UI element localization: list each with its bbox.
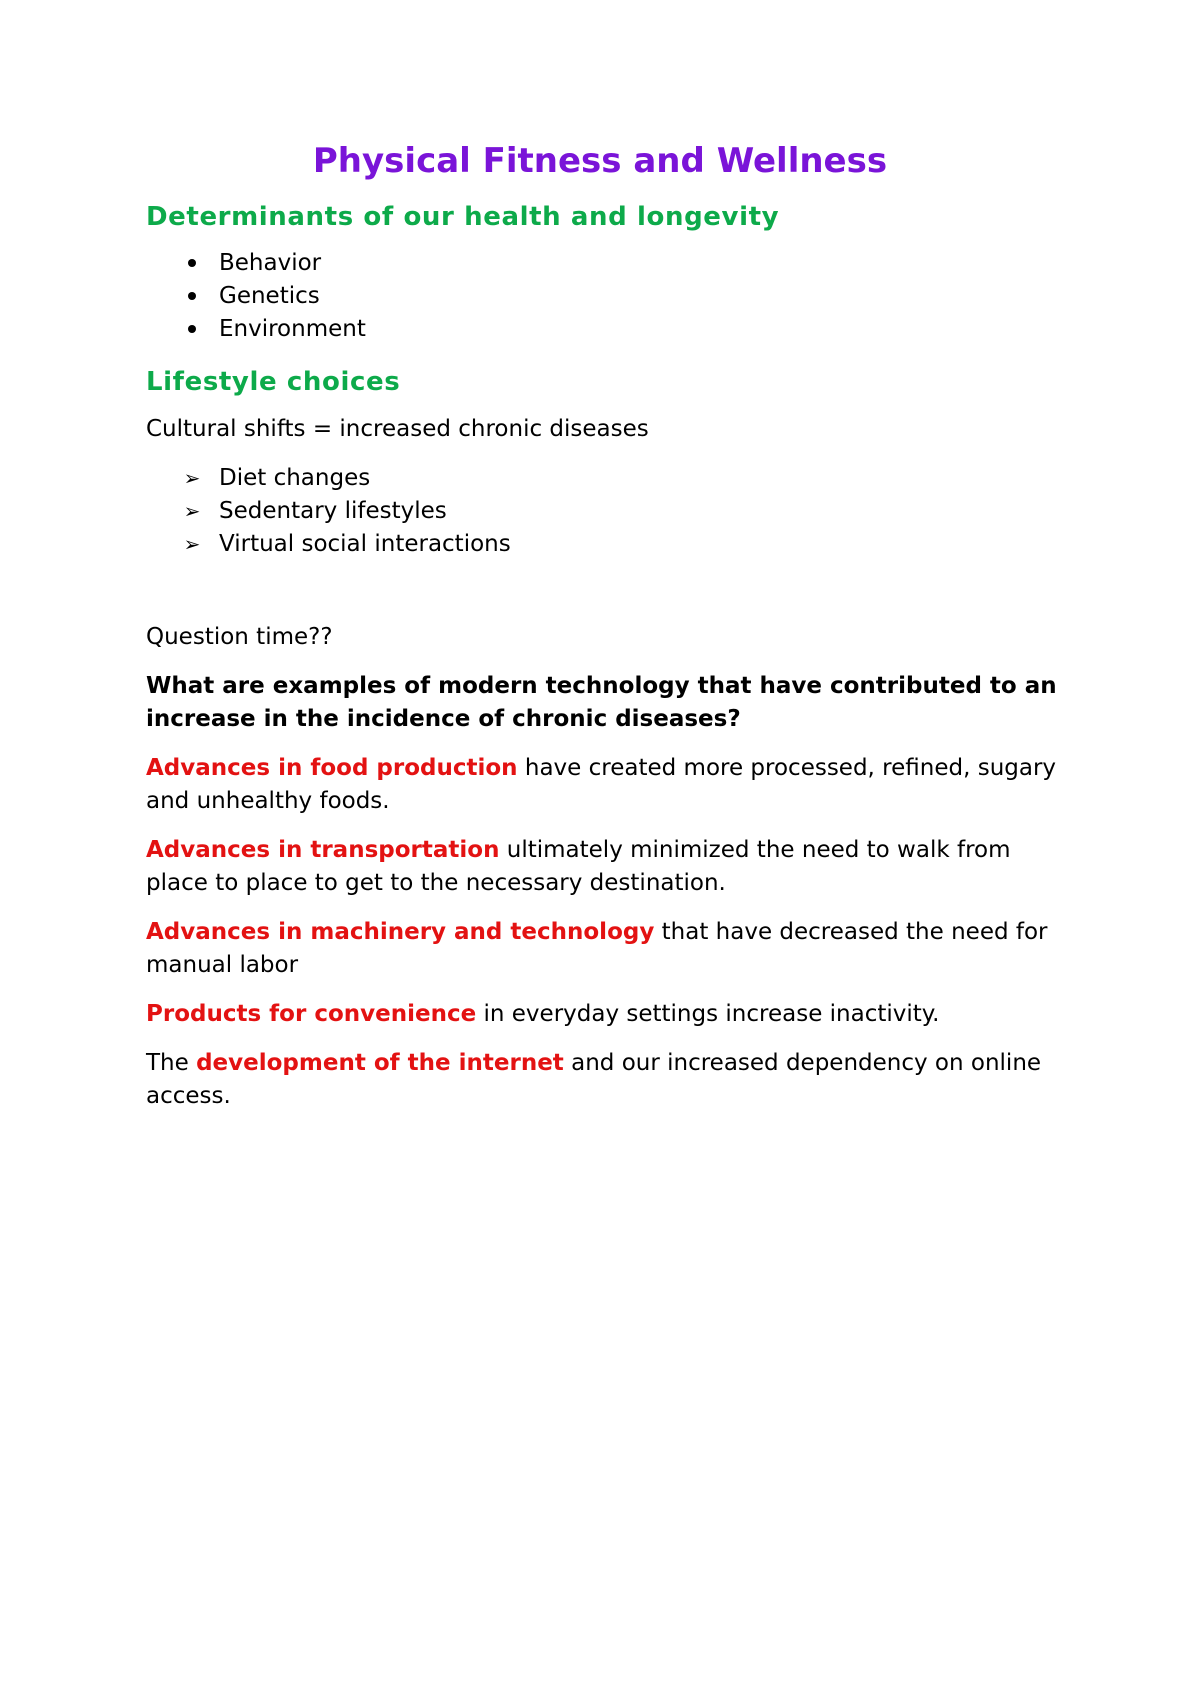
answer-highlight: Advances in machinery and technology [146,918,655,945]
lifestyle-intro: Cultural shifts = increased chronic diseases [146,415,649,442]
list-item-label: Behavior [219,250,322,276]
list-item [146,528,1066,561]
list-item-label: Environment [219,316,366,342]
answer-paragraph [146,1047,1066,1113]
answer-post: and our increased dependency on online access. [146,1049,1042,1109]
page-title: Physical Fitness and Wellness [312,141,888,181]
document-page [146,140,1066,1129]
list-item-label: Diet changes [219,464,371,491]
answer-pre: The [146,1049,197,1076]
answer-highlight: Advances in transportation [146,836,500,863]
arrow-bullet-icon: ➢ [183,465,201,490]
section-heading-lifestyle: Lifestyle choices [146,367,401,397]
list-item [146,280,1066,313]
answer-paragraph [146,752,1066,818]
answer-paragraph [146,916,1066,982]
section-heading-determinants: Determinants of our health and longevity [146,201,780,232]
arrow-bullet-icon: ➢ [183,498,201,523]
bullet-icon [182,313,202,346]
answer-post: have created more processed, refined, sugary and unhealthy foods. [146,754,1057,814]
list-item [146,247,1066,280]
answer-post: ultimately minimized the need to walk from place to place to get to the necessary destination. [146,836,1011,896]
question-text: What are examples of modern technology that have contributed to an increase in the incidence of chronic diseases? [146,672,1057,732]
answer-highlight: Advances in food production [146,754,518,781]
question-label: Question time?? [146,623,333,650]
answer-post: that have decreased the need for manual labor [146,918,1048,978]
list-item [146,313,1066,346]
list-item [146,495,1066,528]
answer-paragraph [146,998,1066,1031]
bullet-icon [182,280,202,313]
answer-paragraph [146,834,1066,900]
lifestyle-list [146,462,1066,561]
list-item-label: Genetics [219,283,320,309]
answer-post: in everyday settings increase inactivity. [476,1000,940,1027]
list-item-label: Virtual social interactions [219,530,511,557]
bullet-icon [182,247,202,280]
answer-highlight: Products for convenience [146,1000,477,1027]
list-item-label: Sedentary lifestyles [219,497,447,524]
list-item [146,462,1066,495]
determinants-list [146,247,1066,346]
arrow-bullet-icon: ➢ [183,531,201,556]
answer-highlight: development of the internet [196,1049,564,1076]
